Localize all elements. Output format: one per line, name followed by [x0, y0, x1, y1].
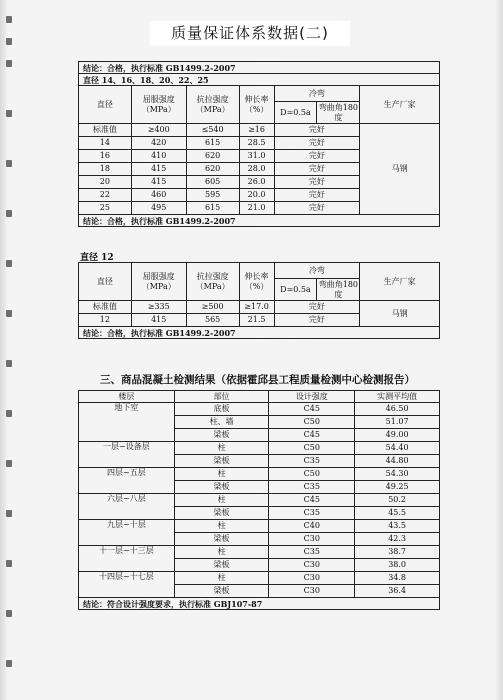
table-cell: C50 [269, 442, 355, 455]
table-cell: 底板 [174, 403, 269, 416]
binding-hole [6, 110, 12, 117]
table-cell: 415 [131, 314, 186, 327]
table-cell: 31.0 [239, 150, 274, 163]
header-d: D=0.5a [274, 102, 317, 124]
binding-hole [6, 260, 12, 267]
table-cell: 柱、墙 [174, 416, 269, 429]
floor-cell: 地下室 [79, 403, 175, 442]
floor-cell: 四层~五层 [79, 468, 175, 494]
concrete-header-floor: 楼层 [79, 391, 175, 403]
table-cell: 595 [186, 189, 239, 202]
header-bend-angle: 弯曲角180度 [318, 279, 359, 299]
concrete-header-measured: 实测平均值 [355, 391, 440, 403]
table-cell: 605 [186, 176, 239, 189]
concrete-table [78, 390, 440, 610]
table-cell: 柱 [174, 572, 269, 585]
binding-hole [6, 160, 12, 167]
table-cell: 柱 [174, 494, 269, 507]
header-tensile: 抗拉强度（MPa） [186, 263, 239, 301]
floor-cell: 十一层~十三层 [79, 546, 175, 572]
table-cell: 42.3 [355, 533, 440, 546]
table-cell: C45 [269, 494, 355, 507]
table-cell: C45 [269, 429, 355, 442]
table-cell: ≥335 [131, 301, 186, 314]
header-elongation: 伸长率（%） [239, 263, 274, 301]
table-cell: C30 [269, 559, 355, 572]
binding-hole [6, 460, 12, 467]
header-d: D=0.5a [274, 279, 317, 301]
table-cell: 柱 [174, 468, 269, 481]
table-cell: 梁板 [174, 559, 269, 572]
binding-hole [6, 610, 12, 617]
table-cell: ≥500 [186, 301, 239, 314]
table1-diameter-label: 直径 14、16、18、20、22、25 [79, 74, 440, 86]
table-cell: 415 [131, 176, 186, 189]
table-cell: 标准值 [79, 124, 132, 137]
concrete-conclusion: 结论：符合设计强度要求，执行标准 GBJ107-87 [79, 598, 440, 610]
floor-cell: 六层~八层 [79, 494, 175, 520]
table-cell: 43.5 [355, 520, 440, 533]
binding-hole [6, 60, 12, 67]
table-cell: 615 [186, 202, 239, 215]
table-cell: C35 [269, 481, 355, 494]
binding-hole [6, 310, 12, 317]
table-cell: 21.0 [239, 202, 274, 215]
table2-diameter-label: 直径 12 [80, 253, 114, 263]
table-cell: C30 [269, 533, 355, 546]
header-diameter: 直径 [79, 263, 132, 301]
table-cell: 565 [186, 314, 239, 327]
concrete-header-design: 设计强度 [269, 391, 355, 403]
header-manufacturer: 生产厂家 [360, 263, 440, 301]
table-cell: 梁板 [174, 455, 269, 468]
table-cell: 完好 [274, 189, 360, 202]
table-cell: 柱 [174, 546, 269, 559]
table-cell: 梁板 [174, 507, 269, 520]
table-cell: 完好 [274, 176, 360, 189]
table-cell: 410 [131, 150, 186, 163]
table-cell: 38.0 [355, 559, 440, 572]
binding-hole [6, 38, 12, 45]
floor-cell: 一层~设备层 [79, 442, 175, 468]
table1-top-conclusion: 结论：合格，执行标准 GB1499.2-2007 [79, 62, 440, 74]
header-manufacturer: 生产厂家 [360, 86, 440, 124]
table-cell: 完好 [274, 301, 360, 314]
table-cell: ≥16 [239, 124, 274, 137]
header-cold-bend: 冷弯 [274, 263, 360, 279]
page-title: 质量保证体系数据(二) [150, 21, 350, 46]
binding-hole [6, 210, 12, 217]
table-cell: 21.5 [239, 314, 274, 327]
table-cell: 完好 [274, 137, 360, 150]
header-elongation: 伸长率（%） [239, 86, 274, 124]
table-cell: 18 [79, 163, 132, 176]
table-cell: 38.7 [355, 546, 440, 559]
table-cell: C35 [269, 455, 355, 468]
table-cell: 36.4 [355, 585, 440, 598]
table-cell: 完好 [274, 202, 360, 215]
table-cell: 460 [131, 189, 186, 202]
header-yield: 屈服强度（MPa） [131, 263, 186, 301]
header-bend-angle: 弯曲角180度 [318, 102, 359, 122]
binding-hole [6, 510, 12, 517]
table-cell: 495 [131, 202, 186, 215]
binding-hole [6, 560, 12, 567]
section3-title: 三、商品混凝土检测结果（依据霍邱县工程质量检测中心检测报告） [100, 374, 415, 386]
table-cell: C40 [269, 520, 355, 533]
header-yield: 屈服强度（MPa） [131, 86, 186, 124]
table-cell: ≥400 [131, 124, 186, 137]
table-cell: 26.0 [239, 176, 274, 189]
table-cell: C50 [269, 416, 355, 429]
table-cell: C35 [269, 546, 355, 559]
table-cell: 34.8 [355, 572, 440, 585]
binding-holes [6, 0, 14, 700]
table-cell: 完好 [274, 314, 360, 327]
manufacturer-cell: 马钢 [360, 301, 440, 327]
rebar-table-1 [78, 61, 440, 227]
table-cell: 620 [186, 163, 239, 176]
binding-hole [6, 410, 12, 417]
table-cell: 49.00 [355, 429, 440, 442]
table-cell: 14 [79, 137, 132, 150]
manufacturer-cell: 马钢 [360, 124, 440, 215]
table-cell: 51.07 [355, 416, 440, 429]
table-cell: 柱 [174, 520, 269, 533]
table-cell: 620 [186, 150, 239, 163]
binding-hole [6, 16, 12, 23]
table-cell: 标准值 [79, 301, 132, 314]
table-cell: ≤540 [186, 124, 239, 137]
table-cell: ≥17.0 [239, 301, 274, 314]
table-cell: C45 [269, 403, 355, 416]
table-cell: C30 [269, 572, 355, 585]
table1-conclusion: 结论：合格，执行标准 GB1499.2-2007 [79, 215, 440, 227]
table-cell: C50 [269, 468, 355, 481]
concrete-header-part: 部位 [174, 391, 269, 403]
table-cell: C35 [269, 507, 355, 520]
table-cell: C30 [269, 585, 355, 598]
table-cell: 柱 [174, 442, 269, 455]
table-cell: 完好 [274, 124, 360, 137]
table-cell: 46.50 [355, 403, 440, 416]
table-cell: 54.40 [355, 442, 440, 455]
table-cell: 25 [79, 202, 132, 215]
table-cell: 12 [79, 314, 132, 327]
table-cell: 28.5 [239, 137, 274, 150]
table-cell: 420 [131, 137, 186, 150]
table-cell: 16 [79, 150, 132, 163]
header-tensile: 抗拉强度（MPa） [186, 86, 239, 124]
rebar-table-2 [78, 262, 440, 339]
table-cell: 20 [79, 176, 132, 189]
table-cell: 45.5 [355, 507, 440, 520]
table-cell: 415 [131, 163, 186, 176]
table-cell: 54.30 [355, 468, 440, 481]
header-diameter: 直径 [79, 86, 132, 124]
table-cell: 完好 [274, 163, 360, 176]
table-cell: 49.25 [355, 481, 440, 494]
table-cell: 615 [186, 137, 239, 150]
header-cold-bend: 冷弯 [274, 86, 360, 102]
table-cell: 44.80 [355, 455, 440, 468]
table-cell: 22 [79, 189, 132, 202]
floor-cell: 十四层~十七层 [79, 572, 175, 598]
table-cell: 20.0 [239, 189, 274, 202]
table-cell: 28.0 [239, 163, 274, 176]
table-cell: 梁板 [174, 533, 269, 546]
table-cell: 梁板 [174, 481, 269, 494]
table-cell: 梁板 [174, 585, 269, 598]
table-cell: 完好 [274, 150, 360, 163]
table-cell: 梁板 [174, 429, 269, 442]
floor-cell: 九层~十层 [79, 520, 175, 546]
table2-conclusion: 结论：合格，执行标准 GB1499.2-2007 [79, 327, 440, 339]
binding-hole [6, 360, 12, 367]
binding-hole [6, 660, 12, 667]
table-cell: 50.2 [355, 494, 440, 507]
